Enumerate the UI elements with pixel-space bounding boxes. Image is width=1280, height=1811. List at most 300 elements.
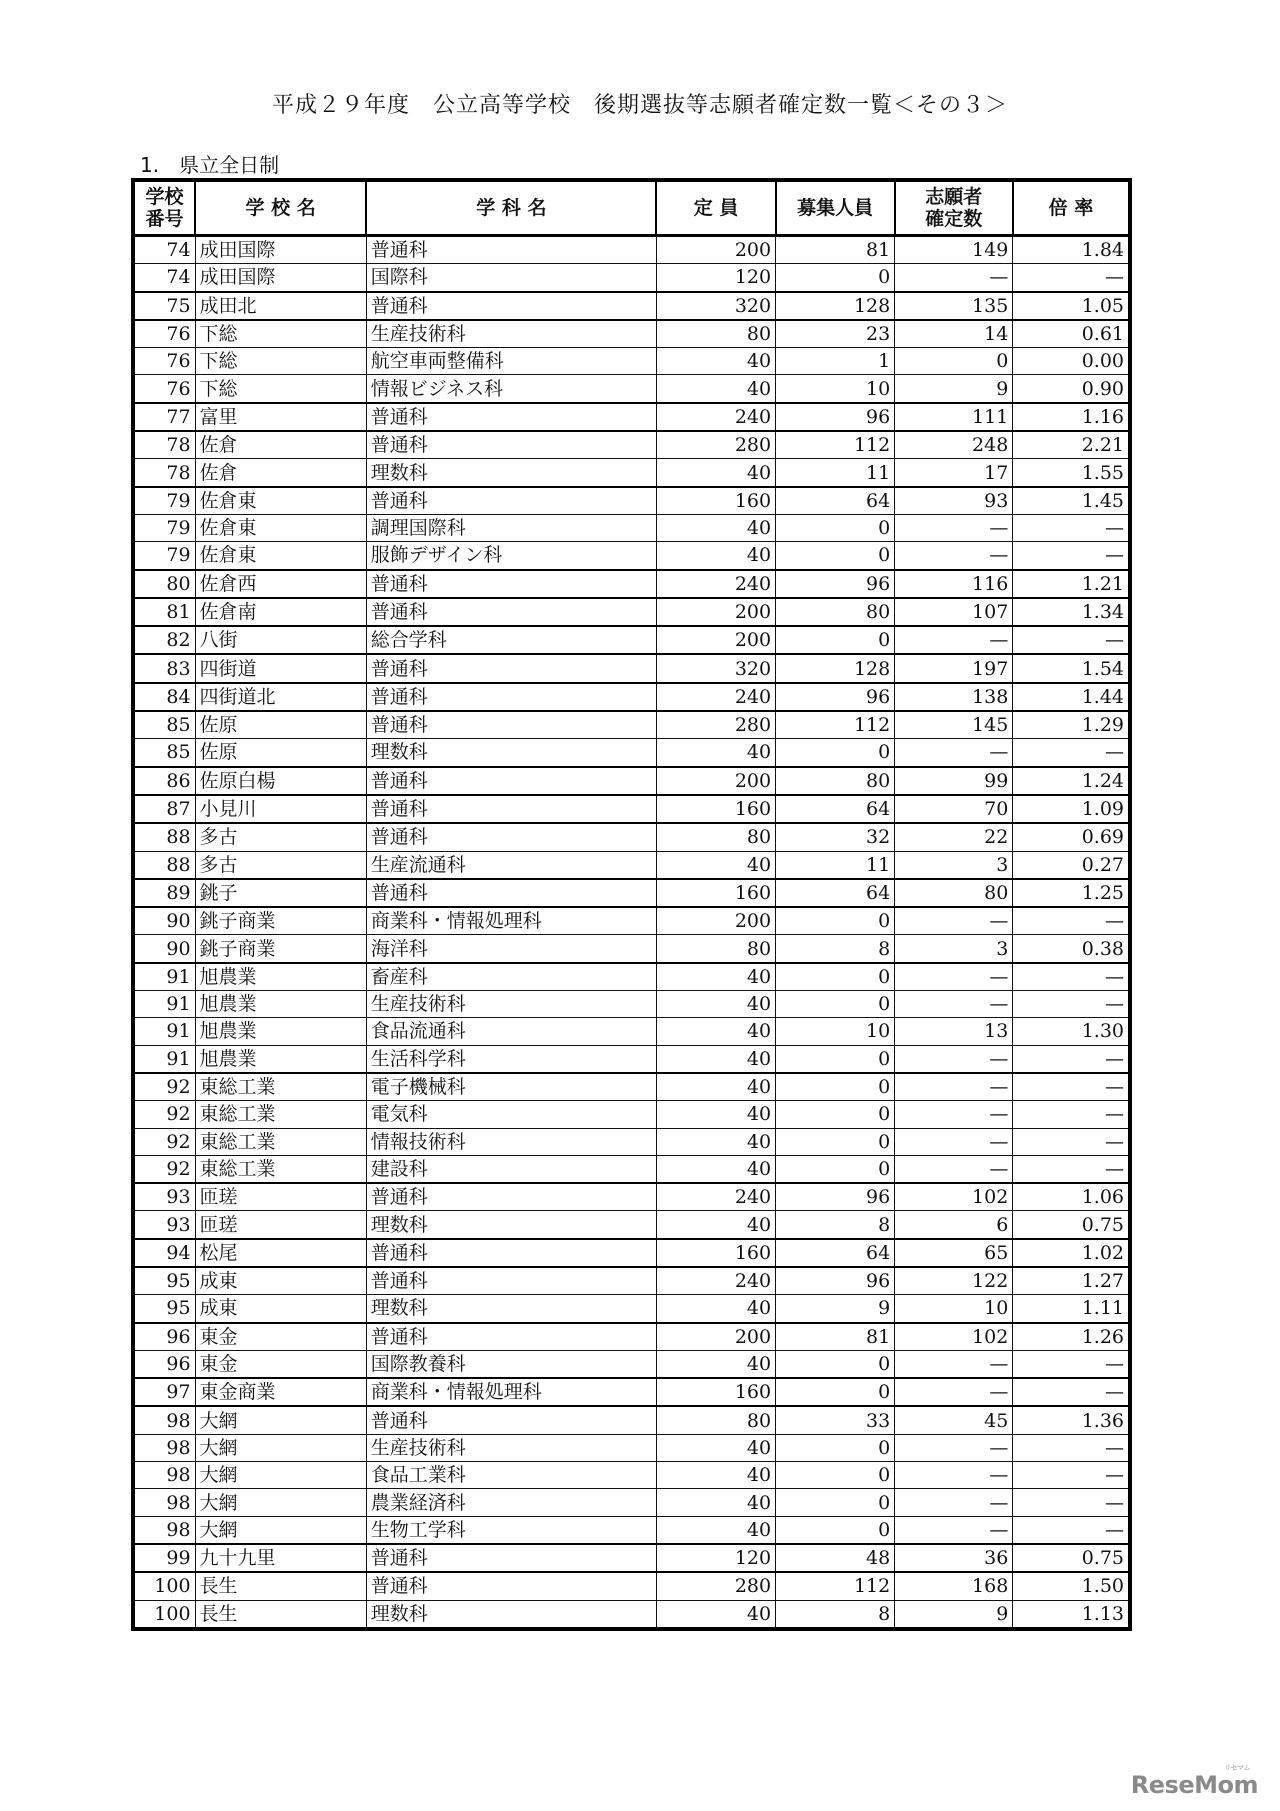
cell-applicants: 102 xyxy=(895,1323,1013,1351)
cell-school-name: 佐倉 xyxy=(195,459,366,487)
cell-capacity: 240 xyxy=(656,403,775,431)
table-row xyxy=(133,851,1130,879)
cell-dept-name: 普通科 xyxy=(366,823,656,851)
cell-school-no: 98 xyxy=(133,1462,195,1489)
cell-ratio: — xyxy=(1013,1073,1130,1101)
table-row xyxy=(133,1267,1130,1295)
table-row xyxy=(133,991,1130,1018)
cell-dept-name: 航空車両整備科 xyxy=(366,348,656,375)
cell-school-name: 成田北 xyxy=(195,292,366,320)
cell-applicants: 248 xyxy=(895,431,1013,459)
cell-applicants: — xyxy=(895,626,1013,654)
cell-recruit: 0 xyxy=(776,991,895,1018)
cell-school-no: 87 xyxy=(133,795,195,823)
header-school-name: 学 校 名 xyxy=(195,180,366,236)
cell-dept-name: 普通科 xyxy=(366,654,656,682)
cell-dept-name: 普通科 xyxy=(366,1183,656,1211)
cell-school-name: 佐倉南 xyxy=(195,598,366,626)
cell-recruit: 96 xyxy=(776,1267,895,1295)
cell-recruit: 0 xyxy=(776,1489,895,1516)
cell-recruit: 9 xyxy=(776,1295,895,1323)
cell-recruit: 0 xyxy=(776,1101,895,1128)
cell-school-no: 90 xyxy=(133,935,195,963)
cell-school-no: 94 xyxy=(133,1239,195,1267)
cell-school-name: 東総工業 xyxy=(195,1101,366,1128)
cell-applicants: — xyxy=(895,1462,1013,1489)
cell-capacity: 160 xyxy=(656,795,775,823)
cell-school-name: 成東 xyxy=(195,1295,366,1323)
cell-applicants: — xyxy=(895,1045,1013,1073)
cell-ratio: 1.29 xyxy=(1013,711,1130,739)
cell-capacity: 40 xyxy=(656,1462,775,1489)
table-row xyxy=(133,1295,1130,1323)
cell-ratio: — xyxy=(1013,1462,1130,1489)
table-row xyxy=(133,1183,1130,1211)
cell-ratio: — xyxy=(1013,1516,1130,1544)
cell-capacity: 40 xyxy=(656,963,775,991)
cell-ratio: 0.61 xyxy=(1013,320,1130,348)
cell-capacity: 160 xyxy=(656,487,775,515)
cell-capacity: 200 xyxy=(656,598,775,626)
cell-school-name: 佐原 xyxy=(195,711,366,739)
table-row xyxy=(133,1045,1130,1073)
cell-school-no: 92 xyxy=(133,1128,195,1155)
cell-applicants: — xyxy=(895,1378,1013,1406)
cell-recruit: 64 xyxy=(776,1239,895,1267)
table-row xyxy=(133,935,1130,963)
cell-dept-name: 普通科 xyxy=(366,598,656,626)
cell-recruit: 112 xyxy=(776,711,895,739)
table-row xyxy=(133,1462,1130,1489)
cell-school-no: 91 xyxy=(133,1018,195,1045)
cell-recruit: 0 xyxy=(776,1516,895,1544)
cell-school-name: 佐倉東 xyxy=(195,542,366,570)
cell-capacity: 200 xyxy=(656,1323,775,1351)
cell-applicants: 102 xyxy=(895,1183,1013,1211)
cell-ratio: 1.45 xyxy=(1013,487,1130,515)
cell-dept-name: 商業科・情報処理科 xyxy=(366,1378,656,1406)
table-row xyxy=(133,431,1130,459)
table-row xyxy=(133,403,1130,431)
cell-ratio: — xyxy=(1013,963,1130,991)
cell-school-name: 佐倉 xyxy=(195,431,366,459)
cell-school-name: 東金商業 xyxy=(195,1378,366,1406)
cell-dept-name: 普通科 xyxy=(366,570,656,598)
cell-applicants: 10 xyxy=(895,1295,1013,1323)
cell-ratio: 1.11 xyxy=(1013,1295,1130,1323)
cell-school-name: 匝瑳 xyxy=(195,1211,366,1239)
cell-ratio: 0.00 xyxy=(1013,348,1130,375)
cell-applicants: — xyxy=(895,1155,1013,1183)
cell-school-no: 93 xyxy=(133,1183,195,1211)
cell-ratio: 0.75 xyxy=(1013,1211,1130,1239)
cell-school-no: 93 xyxy=(133,1211,195,1239)
cell-recruit: 0 xyxy=(776,1462,895,1489)
cell-applicants: — xyxy=(895,1073,1013,1101)
cell-school-name: 多古 xyxy=(195,851,366,879)
cell-school-name: 佐原 xyxy=(195,739,366,767)
cell-dept-name: 生活科学科 xyxy=(366,1045,656,1073)
cell-applicants: 36 xyxy=(895,1544,1013,1572)
cell-recruit: 11 xyxy=(776,851,895,879)
cell-school-no: 92 xyxy=(133,1155,195,1183)
cell-ratio: — xyxy=(1013,542,1130,570)
cell-school-name: 東総工業 xyxy=(195,1128,366,1155)
cell-recruit: 64 xyxy=(776,795,895,823)
cell-school-no: 79 xyxy=(133,514,195,541)
table-row xyxy=(133,1489,1130,1516)
cell-dept-name: 電気科 xyxy=(366,1101,656,1128)
cell-dept-name: 生産技術科 xyxy=(366,320,656,348)
table-row xyxy=(133,654,1130,682)
cell-capacity: 80 xyxy=(656,935,775,963)
cell-school-name: 八街 xyxy=(195,626,366,654)
cell-ratio: — xyxy=(1013,626,1130,654)
cell-school-name: 匝瑳 xyxy=(195,1183,366,1211)
header-capacity: 定 員 xyxy=(656,180,775,236)
cell-school-no: 78 xyxy=(133,459,195,487)
table-row xyxy=(133,739,1130,767)
cell-capacity: 40 xyxy=(656,375,775,403)
cell-school-name: 大網 xyxy=(195,1462,366,1489)
table-row xyxy=(133,1350,1130,1378)
table-row xyxy=(133,1544,1130,1572)
cell-capacity: 120 xyxy=(656,1544,775,1572)
cell-school-name: 旭農業 xyxy=(195,963,366,991)
cell-recruit: 10 xyxy=(776,375,895,403)
table-row xyxy=(133,292,1130,320)
cell-school-name: 旭農業 xyxy=(195,1045,366,1073)
cell-ratio: — xyxy=(1013,907,1130,935)
cell-dept-name: 商業科・情報処理科 xyxy=(366,907,656,935)
cell-school-no: 99 xyxy=(133,1544,195,1572)
cell-school-name: 長生 xyxy=(195,1600,366,1629)
cell-recruit: 10 xyxy=(776,1018,895,1045)
cell-applicants: 45 xyxy=(895,1406,1013,1434)
table-row xyxy=(133,626,1130,654)
cell-ratio: 1.36 xyxy=(1013,1406,1130,1434)
table-row xyxy=(133,542,1130,570)
cell-recruit: 96 xyxy=(776,403,895,431)
cell-school-name: 大網 xyxy=(195,1434,366,1461)
cell-applicants: 13 xyxy=(895,1018,1013,1045)
cell-recruit: 0 xyxy=(776,1378,895,1406)
cell-ratio: 0.69 xyxy=(1013,823,1130,851)
cell-applicants: 111 xyxy=(895,403,1013,431)
cell-recruit: 0 xyxy=(776,1073,895,1101)
cell-dept-name: 理数科 xyxy=(366,1211,656,1239)
cell-ratio: 1.50 xyxy=(1013,1572,1130,1600)
cell-recruit: 64 xyxy=(776,487,895,515)
cell-school-name: 旭農業 xyxy=(195,991,366,1018)
cell-recruit: 80 xyxy=(776,767,895,795)
cell-recruit: 0 xyxy=(776,1350,895,1378)
cell-applicants: 6 xyxy=(895,1211,1013,1239)
cell-capacity: 40 xyxy=(656,1128,775,1155)
cell-capacity: 40 xyxy=(656,851,775,879)
cell-applicants: — xyxy=(895,1350,1013,1378)
cell-school-name: 東金 xyxy=(195,1323,366,1351)
cell-capacity: 40 xyxy=(656,1155,775,1183)
cell-school-name: 下総 xyxy=(195,320,366,348)
cell-capacity: 160 xyxy=(656,1239,775,1267)
cell-dept-name: 普通科 xyxy=(366,403,656,431)
cell-capacity: 40 xyxy=(656,991,775,1018)
cell-dept-name: 普通科 xyxy=(366,879,656,907)
cell-school-no: 85 xyxy=(133,711,195,739)
cell-school-name: 旭農業 xyxy=(195,1018,366,1045)
cell-recruit: 8 xyxy=(776,1211,895,1239)
cell-school-no: 88 xyxy=(133,823,195,851)
cell-school-name: 大網 xyxy=(195,1406,366,1434)
cell-applicants: — xyxy=(895,1128,1013,1155)
cell-dept-name: 国際科 xyxy=(366,264,656,292)
cell-school-no: 95 xyxy=(133,1267,195,1295)
cell-dept-name: 理数科 xyxy=(366,739,656,767)
table-row xyxy=(133,1073,1130,1101)
table-row xyxy=(133,1018,1130,1045)
cell-school-no: 92 xyxy=(133,1101,195,1128)
cell-applicants: 70 xyxy=(895,795,1013,823)
cell-recruit: 80 xyxy=(776,598,895,626)
cell-recruit: 1 xyxy=(776,348,895,375)
cell-school-name: 銚子商業 xyxy=(195,907,366,935)
applicants-table xyxy=(131,178,1132,1631)
table-row xyxy=(133,823,1130,851)
cell-applicants: — xyxy=(895,907,1013,935)
cell-school-no: 82 xyxy=(133,626,195,654)
cell-school-name: 九十九里 xyxy=(195,1544,366,1572)
cell-dept-name: 普通科 xyxy=(366,1572,656,1600)
cell-ratio: 1.21 xyxy=(1013,570,1130,598)
cell-school-no: 98 xyxy=(133,1434,195,1461)
cell-applicants: 9 xyxy=(895,1600,1013,1629)
cell-recruit: 8 xyxy=(776,1600,895,1629)
cell-dept-name: 生物工学科 xyxy=(366,1516,656,1544)
cell-dept-name: 普通科 xyxy=(366,1267,656,1295)
cell-applicants: 107 xyxy=(895,598,1013,626)
cell-dept-name: 生産技術科 xyxy=(366,1434,656,1461)
cell-school-no: 83 xyxy=(133,654,195,682)
cell-applicants: — xyxy=(895,264,1013,292)
table-row xyxy=(133,711,1130,739)
cell-school-name: 銚子 xyxy=(195,879,366,907)
cell-dept-name: 普通科 xyxy=(366,1544,656,1572)
cell-dept-name: 理数科 xyxy=(366,1295,656,1323)
cell-recruit: 33 xyxy=(776,1406,895,1434)
cell-applicants: 17 xyxy=(895,459,1013,487)
cell-ratio: 1.44 xyxy=(1013,683,1130,711)
cell-dept-name: 普通科 xyxy=(366,683,656,711)
cell-school-name: 小見川 xyxy=(195,795,366,823)
cell-capacity: 40 xyxy=(656,1073,775,1101)
table-row xyxy=(133,1155,1130,1183)
cell-applicants: 80 xyxy=(895,879,1013,907)
cell-dept-name: 普通科 xyxy=(366,1239,656,1267)
cell-school-name: 下総 xyxy=(195,348,366,375)
cell-dept-name: 海洋科 xyxy=(366,935,656,963)
cell-school-no: 79 xyxy=(133,487,195,515)
cell-capacity: 40 xyxy=(656,1295,775,1323)
cell-capacity: 40 xyxy=(656,514,775,541)
cell-capacity: 200 xyxy=(656,236,775,264)
cell-school-no: 75 xyxy=(133,292,195,320)
cell-dept-name: 理数科 xyxy=(366,459,656,487)
cell-ratio: — xyxy=(1013,1489,1130,1516)
cell-capacity: 40 xyxy=(656,348,775,375)
cell-capacity: 40 xyxy=(656,542,775,570)
cell-recruit: 0 xyxy=(776,542,895,570)
cell-school-no: 88 xyxy=(133,851,195,879)
cell-capacity: 200 xyxy=(656,626,775,654)
cell-school-no: 96 xyxy=(133,1323,195,1351)
cell-school-name: 銚子商業 xyxy=(195,935,366,963)
table-row xyxy=(133,1600,1130,1629)
cell-school-no: 97 xyxy=(133,1378,195,1406)
cell-capacity: 240 xyxy=(656,1183,775,1211)
cell-recruit: 0 xyxy=(776,264,895,292)
cell-applicants: — xyxy=(895,1434,1013,1461)
cell-school-name: 多古 xyxy=(195,823,366,851)
cell-school-no: 98 xyxy=(133,1406,195,1434)
table-row xyxy=(133,767,1130,795)
cell-ratio: 1.27 xyxy=(1013,1267,1130,1295)
cell-capacity: 280 xyxy=(656,1572,775,1600)
cell-capacity: 200 xyxy=(656,907,775,935)
cell-recruit: 128 xyxy=(776,292,895,320)
cell-dept-name: 食品工業科 xyxy=(366,1462,656,1489)
cell-applicants: 0 xyxy=(895,348,1013,375)
table-row xyxy=(133,487,1130,515)
cell-ratio: — xyxy=(1013,1128,1130,1155)
cell-school-no: 80 xyxy=(133,570,195,598)
table-row xyxy=(133,375,1130,403)
header-school-no: 学校 番号 xyxy=(133,180,195,236)
cell-dept-name: 普通科 xyxy=(366,1406,656,1434)
cell-recruit: 81 xyxy=(776,1323,895,1351)
cell-recruit: 81 xyxy=(776,236,895,264)
cell-ratio: 1.26 xyxy=(1013,1323,1130,1351)
cell-dept-name: 国際教養科 xyxy=(366,1350,656,1378)
table-row xyxy=(133,1101,1130,1128)
cell-ratio: — xyxy=(1013,1155,1130,1183)
table-row xyxy=(133,236,1130,264)
cell-ratio: 0.38 xyxy=(1013,935,1130,963)
cell-capacity: 40 xyxy=(656,1211,775,1239)
cell-school-no: 78 xyxy=(133,431,195,459)
table-row xyxy=(133,598,1130,626)
cell-ratio: — xyxy=(1013,1378,1130,1406)
cell-school-name: 大網 xyxy=(195,1489,366,1516)
cell-applicants: — xyxy=(895,514,1013,541)
cell-dept-name: 服飾デザイン科 xyxy=(366,542,656,570)
cell-capacity: 40 xyxy=(656,1516,775,1544)
table-row xyxy=(133,264,1130,292)
cell-school-name: 富里 xyxy=(195,403,366,431)
cell-applicants: — xyxy=(895,963,1013,991)
cell-ratio: — xyxy=(1013,514,1130,541)
cell-dept-name: 普通科 xyxy=(366,711,656,739)
cell-ratio: 1.54 xyxy=(1013,654,1130,682)
cell-school-name: 佐倉西 xyxy=(195,570,366,598)
cell-dept-name: 理数科 xyxy=(366,1600,656,1629)
cell-dept-name: 食品流通科 xyxy=(366,1018,656,1045)
cell-ratio: 1.55 xyxy=(1013,459,1130,487)
cell-applicants: 9 xyxy=(895,375,1013,403)
cell-ratio: 2.21 xyxy=(1013,431,1130,459)
table-row xyxy=(133,1323,1130,1351)
cell-recruit: 0 xyxy=(776,907,895,935)
cell-school-name: 佐倉東 xyxy=(195,487,366,515)
cell-capacity: 40 xyxy=(656,1489,775,1516)
cell-school-no: 92 xyxy=(133,1073,195,1101)
cell-dept-name: 農業経済科 xyxy=(366,1489,656,1516)
cell-capacity: 40 xyxy=(656,1434,775,1461)
cell-applicants: 135 xyxy=(895,292,1013,320)
cell-dept-name: 普通科 xyxy=(366,1323,656,1351)
cell-ratio: 1.25 xyxy=(1013,879,1130,907)
cell-recruit: 32 xyxy=(776,823,895,851)
table-row xyxy=(133,907,1130,935)
cell-ratio: 0.27 xyxy=(1013,851,1130,879)
cell-school-no: 81 xyxy=(133,598,195,626)
cell-capacity: 200 xyxy=(656,767,775,795)
cell-applicants: — xyxy=(895,739,1013,767)
cell-dept-name: 生産流通科 xyxy=(366,851,656,879)
cell-school-name: 下総 xyxy=(195,375,366,403)
cell-capacity: 40 xyxy=(656,1350,775,1378)
cell-capacity: 40 xyxy=(656,1018,775,1045)
cell-capacity: 160 xyxy=(656,879,775,907)
page-title: 平成２９年度 公立高等学校 後期選抜等志願者確定数一覧＜その３＞ xyxy=(271,93,1008,118)
cell-recruit: 128 xyxy=(776,654,895,682)
cell-recruit: 0 xyxy=(776,1434,895,1461)
cell-recruit: 11 xyxy=(776,459,895,487)
cell-school-no: 89 xyxy=(133,879,195,907)
table-row xyxy=(133,459,1130,487)
table-row xyxy=(133,1406,1130,1434)
cell-dept-name: 畜産科 xyxy=(366,963,656,991)
cell-recruit: 23 xyxy=(776,320,895,348)
table-row xyxy=(133,963,1130,991)
cell-ratio: — xyxy=(1013,739,1130,767)
table-row xyxy=(133,1516,1130,1544)
cell-school-no: 90 xyxy=(133,907,195,935)
cell-capacity: 40 xyxy=(656,1600,775,1629)
cell-ratio: 1.09 xyxy=(1013,795,1130,823)
cell-ratio: 1.02 xyxy=(1013,1239,1130,1267)
cell-recruit: 0 xyxy=(776,1045,895,1073)
cell-recruit: 0 xyxy=(776,963,895,991)
cell-recruit: 0 xyxy=(776,739,895,767)
cell-ratio: — xyxy=(1013,264,1130,292)
cell-dept-name: 電子機械科 xyxy=(366,1073,656,1101)
cell-school-no: 100 xyxy=(133,1572,195,1600)
cell-ratio: 0.90 xyxy=(1013,375,1130,403)
table-row xyxy=(133,1211,1130,1239)
cell-school-name: 成田国際 xyxy=(195,236,366,264)
cell-dept-name: 普通科 xyxy=(366,767,656,795)
cell-capacity: 40 xyxy=(656,1045,775,1073)
cell-ratio: — xyxy=(1013,1350,1130,1378)
cell-ratio: 1.16 xyxy=(1013,403,1130,431)
cell-ratio: — xyxy=(1013,991,1130,1018)
table-row xyxy=(133,1572,1130,1600)
cell-capacity: 320 xyxy=(656,654,775,682)
cell-dept-name: 普通科 xyxy=(366,795,656,823)
cell-school-no: 85 xyxy=(133,739,195,767)
cell-capacity: 80 xyxy=(656,1406,775,1434)
